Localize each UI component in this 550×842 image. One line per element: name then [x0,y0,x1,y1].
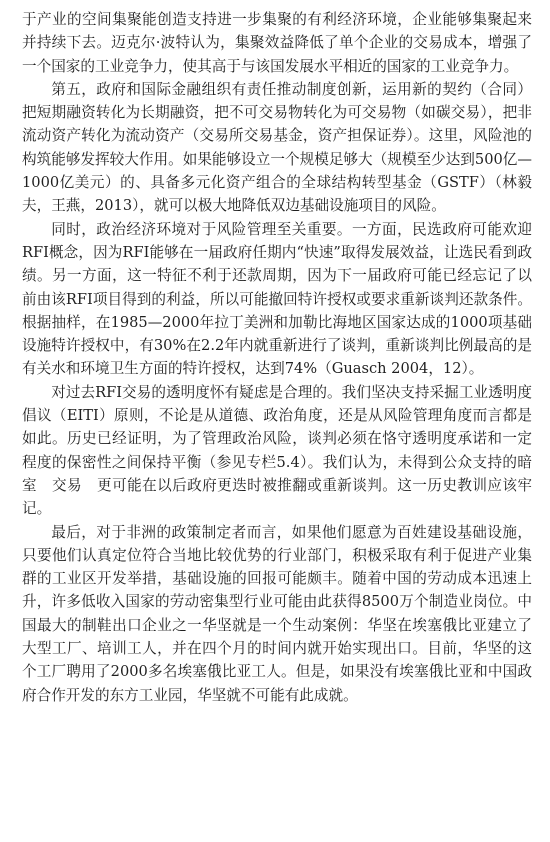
paragraph-transparency: 对过去RFI交易的透明度怀有疑虑是合理的。我们坚决支持采掘工业透明度倡议（EITI）原则，不论是从道德、政治角度，还是从风险管理角度而言都是如此。历史已经证明，为了管理政治风险，谈判必须在恪守透明度承诺和一定程度的保密性之间保持平衡（参见专栏5.4）。我们认为，未得到公众支持的暗室 交易 更可能在以后政府更迭时被推翻或重新谈判。这一历史教训应该牢记。 [22,383,532,518]
paragraph-fifth-point: 第五，政府和国际金融组织有责任推动制度创新，运用新的契约（合同）把短期融资转化为长期融资，把不可交易物转化为可交易物（如碳交易），把非流动资产转化为流动资产（交易所交易基金，资产担保证券）。这里，风险池的构筑能够发挥较大作用。如果能够设立一个规模足够大（规模至少达到500亿—1000亿美元）的、具备多元化资产组合的全球结构转型基金（GSTF）（林毅夫，王燕，2013），就可以极大地降低双边基础设施项目的风险。 [22,80,532,215]
paragraph-conclusion: 最后，对于非洲的政策制定者而言，如果他们愿意为百姓建设基础设施，只要他们认真定位符合当地比较优势的行业部门，积极采取有利于促进产业集群的工业区开发举措，基础设施的回报可能颇丰。随着中国的劳动成本迅速上升，许多低收入国家的劳动密集型行业可能由此获得8500万个制造业岗位。中国最大的制鞋出口企业之一华坚就是一个生动案例：华坚在埃塞俄比亚建立了大型工厂、培训工人，并在四个月的时间内就开始实现出口。目前，华坚的这个工厂聘用了2000多名埃塞俄比亚工人。但是，如果没有埃塞俄比亚和中国政府合作开发的东方工业园，华坚就不可能有此成就。 [22,523,532,704]
paragraph-political-environment: 同时，政治经济环境对于风险管理至关重要。一方面，民选政府可能欢迎RFI概念，因为RFI能够在一届政府任期内“快速”取得发展效益，让选民看到政绩。另一方面，这一特征不利于还款周期，因为下一届政府可能已经忘记了以前由该RFI项目得到的利益，所以可能撤回特许授权或要求重新谈判还款条件。根据抽样，在1985—2000年拉丁美洲和加勒比海地区国家达成的1000项基础设施特许授权中，有30%在2.2年内就重新进行了谈判，重新谈判比例最高的是有关水和环境卫生方面的特许授权，达到74%（Guasch 2004，12）。 [22,220,532,378]
paragraph-continuation: 于产业的空间集聚能创造支持进一步集聚的有利经济环境，企业能够集聚起来并持续下去。迈克尔·波特认为，集聚效益降低了单个企业的交易成本，增强了一个国家的工业竞争力，使其高于与该国发展水平相近的国家的工业竞争力。 [22,11,532,75]
document-page [22,8,532,707]
